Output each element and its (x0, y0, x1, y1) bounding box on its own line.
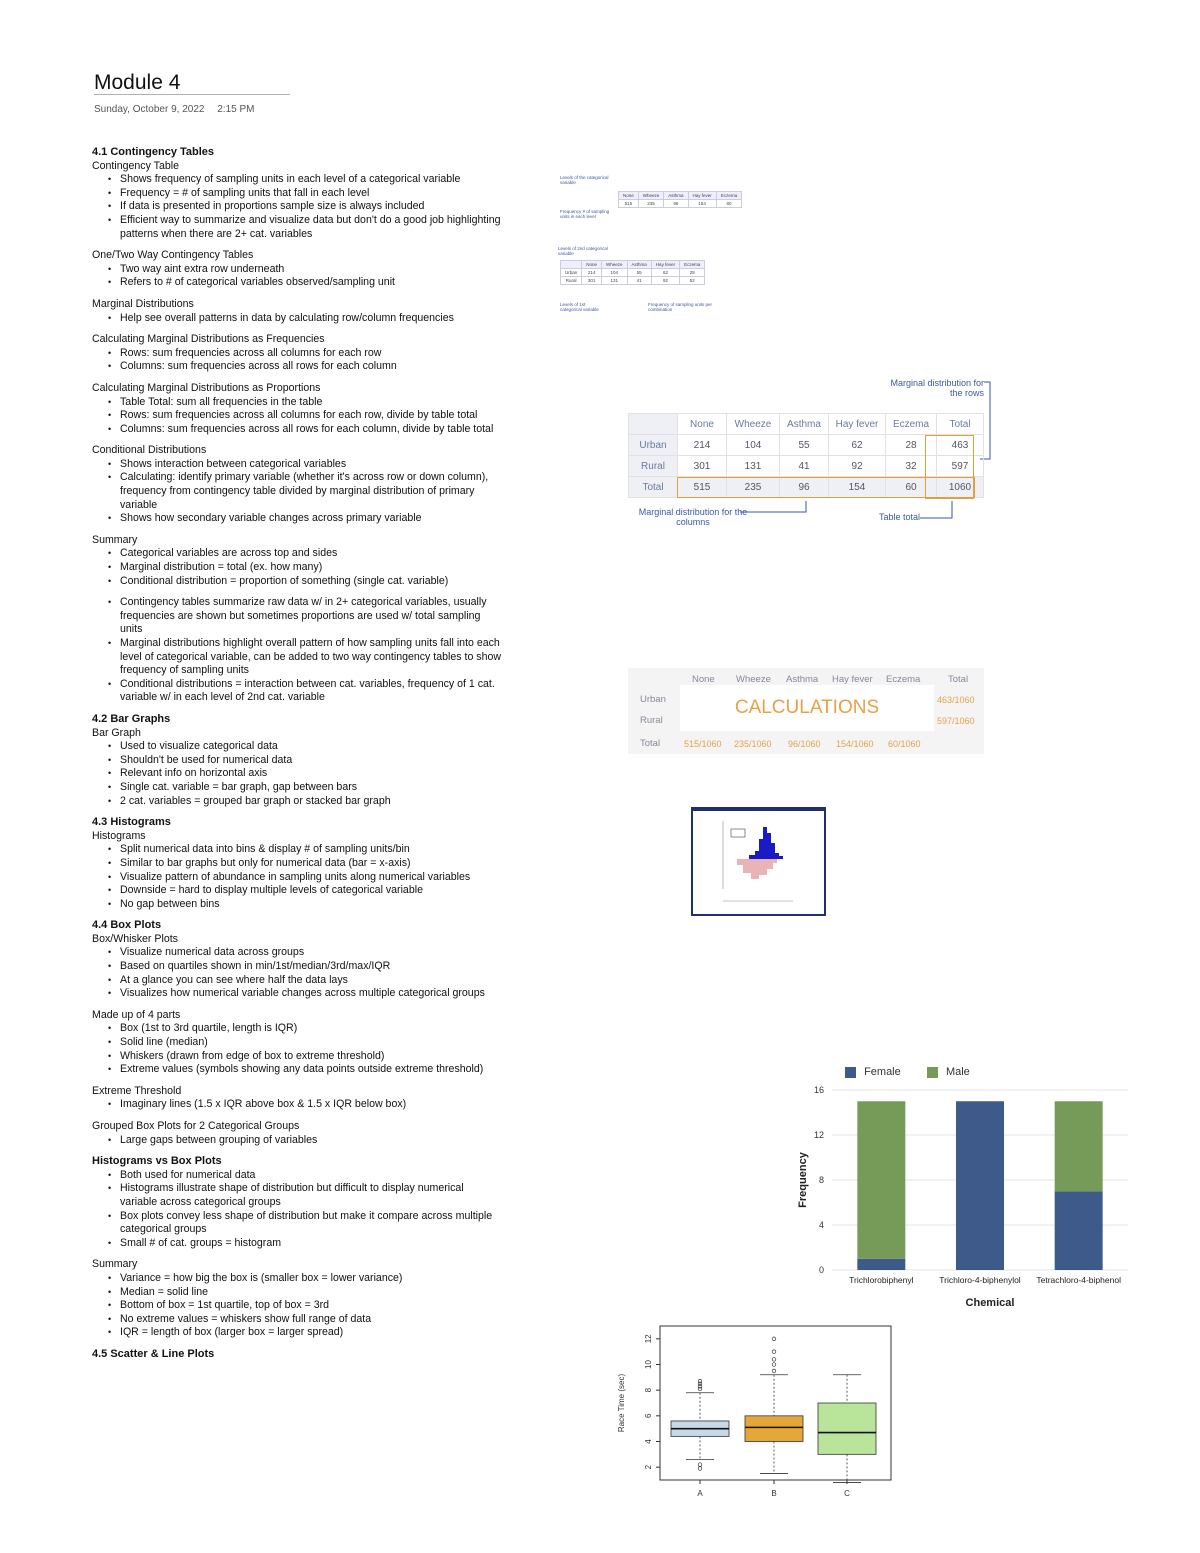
bullet-item: • Help see overall patterns in data by calculating row/column frequencies (120, 312, 502, 326)
table-cell: 55 (627, 269, 651, 277)
table-cell: 104 (727, 435, 780, 456)
section-heading: 4.3 Histograms (92, 816, 171, 829)
bullet-item: • Categorical variables are across top and sides (120, 547, 502, 561)
column-header: Wheeze (727, 414, 780, 435)
table-cell: 301 (678, 456, 727, 477)
table-cell: 80 (716, 200, 741, 208)
table-cell: 41 (780, 456, 829, 477)
bullet-list (92, 1272, 502, 1340)
page-title: Module 4 (94, 71, 181, 94)
y-tick-label: 8 (818, 1175, 824, 1185)
y-tick-label: 0 (818, 1265, 824, 1275)
annotation: Frequency # of sampling units in each level (560, 209, 610, 219)
bullet-item: • Both used for numerical data (120, 1169, 502, 1183)
bullet-item: • Single cat. variable = bar graph, gap between bars (120, 781, 502, 795)
page-date (94, 104, 264, 115)
topic-label: Calculating Marginal Distributions as Proportions (92, 381, 321, 394)
column-header: Asthma (780, 414, 829, 435)
column-header: Wheeze (736, 674, 771, 685)
y-tick-label: 6 (644, 1413, 653, 1419)
section-heading: 4.2 Bar Graphs (92, 712, 171, 725)
bullet-item: • Box plots convey less shape of distribution but make it compare across multiple categorical groups (120, 1210, 502, 1237)
bullet-list (92, 596, 502, 705)
x-tick-label: C (844, 1489, 850, 1498)
bullet-list (92, 843, 502, 911)
y-tick-label: 4 (644, 1439, 653, 1444)
column-header: Wheeze (602, 261, 628, 269)
annotation: Levels of 1st categorical variable (560, 302, 599, 312)
topic-label: Extreme Threshold (92, 1084, 182, 1097)
bullet-item: • Split numerical data into bins & display # of sampling units/bin (120, 843, 502, 857)
column-header: Asthma (664, 192, 688, 200)
annotation-rows: Marginal distribution for the rows (890, 378, 984, 398)
bullet-item: • Extreme values (symbols showing any data points outside extreme threshold) (120, 1063, 502, 1077)
table-cell: 41 (627, 277, 651, 285)
row-header: Urban (629, 435, 678, 456)
y-tick-label: 10 (644, 1360, 653, 1369)
bullet-item: • Marginal distributions highlight overall pattern of how sampling units fall into each level of categorical variable, can be added to two way contingency tables to show frequency of sampling units (120, 637, 502, 678)
column-total: 96/1060 (788, 739, 821, 749)
table-cell: 463 (937, 435, 984, 456)
table-cell: 131 (727, 456, 780, 477)
bullet-list (92, 1134, 502, 1148)
column-header: None (678, 414, 727, 435)
date-text: Sunday, October 9, 2022 (94, 104, 205, 115)
column-total: 60/1060 (888, 739, 921, 749)
table-cell: 154 (688, 200, 716, 208)
table-cell: 104 (602, 269, 628, 277)
outlier-point (772, 1350, 776, 1354)
column-header: Hay fever (688, 192, 716, 200)
table-cell: 515 (619, 200, 639, 208)
bullet-item: • Used to visualize categorical data (120, 740, 502, 754)
bullet-item: • Table Total: sum all frequencies in the table (120, 396, 502, 410)
bullet-list (92, 740, 502, 808)
bullet-item: • Imaginary lines (1.5 x IQR above box & 1.5 x IQR below box) (120, 1098, 502, 1112)
y-tick-label: 4 (818, 1220, 824, 1230)
time-text: 2:15 PM (217, 104, 255, 115)
section-heading: Histograms vs Box Plots (92, 1155, 222, 1168)
bullet-item: • Bottom of box = 1st quartile, top of box = 3rd (120, 1299, 502, 1313)
bullet-item: • Histograms illustrate shape of distribution but difficult to display numerical variable across categorical groups (120, 1182, 502, 1209)
box (745, 1416, 803, 1442)
table-cell: 1060 (937, 477, 984, 498)
legend-label-female: Female (864, 1066, 901, 1079)
column-header: Eczema (886, 414, 937, 435)
box (818, 1403, 876, 1454)
bullet-list (92, 263, 502, 290)
y-axis-label: Frequency (797, 1152, 809, 1208)
bullet-item: • Based on quartiles shown in min/1st/median/3rd/max/IQR (120, 960, 502, 974)
bullet-list (92, 458, 502, 526)
topic-label: Histograms (92, 829, 146, 842)
bullet-item: • Shows how secondary variable changes across primary variable (120, 512, 502, 526)
table-cell: 28 (680, 269, 705, 277)
annotation: Levels of the categorical variable (560, 175, 609, 185)
column-header: None (582, 261, 602, 269)
bullet-item: • Whiskers (drawn from edge of box to extreme threshold) (120, 1050, 502, 1064)
bullet-list (92, 1098, 502, 1112)
column-header: Hay fever (651, 261, 679, 269)
bullet-list (92, 1169, 502, 1251)
column-header: Asthma (627, 261, 651, 269)
bullet-list (92, 396, 502, 437)
topic-label: Made up of 4 parts (92, 1008, 181, 1021)
annotation: Frequency of sampling units per combination (648, 302, 713, 312)
column-header: None (619, 192, 639, 200)
bullet-item: • Visualize numerical data across groups (120, 946, 502, 960)
histogram-thumbnail (691, 807, 826, 916)
bullet-item: • Large gaps between grouping of variables (120, 1134, 502, 1148)
table-cell: 515 (678, 477, 727, 498)
legend-label-male: Male (945, 1066, 970, 1079)
bullet-item: • Median = solid line (120, 1286, 502, 1300)
table-cell: 235 (727, 477, 780, 498)
bar-female (956, 1101, 1004, 1270)
x-tick-label: Trichloro-4-biphenylol (939, 1275, 1021, 1285)
bullet-item: • Refers to # of categorical variables observed/sampling unit (120, 276, 502, 290)
column-header: Eczema (680, 261, 705, 269)
column-total: 235/1060 (734, 739, 772, 749)
one-way-table-figure (558, 175, 790, 230)
column-margin-highlight (677, 477, 975, 498)
table-cell: 32 (886, 456, 937, 477)
column-header: None (692, 674, 715, 685)
outlier-point (698, 1379, 702, 1383)
table-cell: 131 (602, 277, 628, 285)
bullet-item: • Frequency = # of sampling units that fall in each level (120, 187, 502, 201)
bullet-item: • Shouldn't be used for numerical data (120, 754, 502, 768)
one-way-table (618, 191, 742, 208)
table-cell: 92 (651, 277, 679, 285)
section-heading: 4.4 Box Plots (92, 919, 162, 932)
outlier-point (698, 1467, 702, 1471)
column-header: Hay fever (829, 414, 886, 435)
bullet-item: • IQR = length of box (larger box = larger spread) (120, 1326, 502, 1340)
table-cell: 214 (582, 269, 602, 277)
title-divider (94, 94, 290, 95)
bullet-item: • Marginal distribution = total (ex. how many) (120, 561, 502, 575)
table-cell: 235 (638, 200, 664, 208)
column-total: 154/1060 (836, 739, 874, 749)
table-cell: 52 (680, 277, 705, 285)
row-label: Total (640, 738, 661, 749)
column-total: 515/1060 (684, 739, 722, 749)
bullet-item: • Calculating: identify primary variable (whether it's across row or down column), frequency from contingency table divided by marginal distribution of primary variable (120, 471, 502, 512)
bullet-item: • Variance = how big the box is (smaller box = lower variance) (120, 1272, 502, 1286)
bullet-item: • Downside = hard to display multiple levels of categorical variable (120, 884, 502, 898)
bullet-item: • Solid line (median) (120, 1036, 502, 1050)
bullet-item: • Shows frequency of sampling units in each level of a categorical variable (120, 173, 502, 187)
outlier-point (772, 1369, 776, 1373)
table-cell: 597 (937, 456, 984, 477)
contingency-table-figure (628, 378, 998, 530)
table-cell: 92 (829, 456, 886, 477)
outlier-point (698, 1463, 702, 1467)
row-label: Rural (640, 715, 663, 726)
y-tick-label: 12 (813, 1130, 824, 1140)
bullet-list (92, 946, 502, 1000)
bullet-item: • 2 cat. variables = grouped bar graph or stacked bar graph (120, 795, 502, 809)
topic-label: Calculating Marginal Distributions as Frequencies (92, 333, 325, 346)
two-way-table (560, 260, 705, 285)
box-plot-chart (615, 1318, 905, 1508)
y-tick-label: 16 (813, 1085, 824, 1095)
stacked-bar-chart (790, 1060, 1140, 1315)
bullet-item: • Conditional distributions = interaction between cat. variables, frequency of 1 cat. variable w/ in each level of 2nd cat. variable (120, 678, 502, 705)
x-tick-label: Trichlorobiphenyl (849, 1275, 914, 1285)
column-header: Total (937, 414, 984, 435)
table-cell: 96 (664, 200, 688, 208)
row-header: Rural (629, 456, 678, 477)
row-label: Urban (640, 694, 666, 705)
bar-female (1055, 1191, 1103, 1270)
notes-body (92, 146, 502, 1362)
bar-male (857, 1101, 905, 1259)
bar-female (857, 1259, 905, 1270)
section-heading: 4.5 Scatter & Line Plots (92, 1347, 215, 1360)
topic-label: One/Two Way Contingency Tables (92, 249, 254, 262)
two-way-table-figure (550, 246, 730, 318)
column-header: Wheeze (638, 192, 664, 200)
table-cell: 62 (829, 435, 886, 456)
x-tick-label: A (697, 1489, 703, 1498)
row-total: 597/1060 (937, 716, 975, 726)
bullet-item: • Conditional distribution = proportion of something (single cat. variable) (120, 575, 502, 589)
column-header: Hay fever (832, 674, 873, 685)
bullet-item: • No extreme values = whiskers show full range of data (120, 1313, 502, 1327)
table-row (561, 277, 705, 285)
y-tick-label: 2 (644, 1464, 653, 1470)
bullet-item: • Relevant info on horizontal axis (120, 767, 502, 781)
topic-label: Contingency Table (92, 159, 179, 172)
column-header: Asthma (786, 674, 819, 685)
outlier-point (772, 1337, 776, 1341)
bullet-item: • Small # of cat. groups = histogram (120, 1237, 502, 1251)
bullet-item: • No gap between bins (120, 898, 502, 912)
annotation-columns: Marginal distribution for the columns (638, 507, 748, 527)
column-header: Total (948, 674, 969, 685)
section-heading: 4.1 Contingency Tables (92, 146, 215, 158)
y-tick-label: 12 (644, 1334, 653, 1344)
bullet-item: • Visualize pattern of abundance in sampling units along numerical variables (120, 871, 502, 885)
bullet-item: • Rows: sum frequencies across all columns for each row (120, 347, 502, 361)
table-row (561, 269, 705, 277)
calculations-label: CALCULATIONS (680, 685, 934, 731)
outlier-point (772, 1358, 776, 1362)
bullet-item: • Box (1st to 3rd quartile, length is IQR) (120, 1022, 502, 1036)
row-total: 463/1060 (937, 695, 975, 705)
x-tick-label: B (771, 1489, 777, 1498)
table-cell: 301 (582, 277, 602, 285)
bullet-item: • Efficient way to summarize and visualize data but don't do a good job highlighting patterns when there are 2+ cat. variables (120, 214, 502, 241)
y-axis-label: Race Time (sec) (617, 1373, 626, 1433)
bullet-item: • Similar to bar graphs but only for numerical data (bar = x-axis) (120, 857, 502, 871)
bullet-item: • Visualizes how numerical variable changes across multiple categorical groups (120, 987, 502, 1001)
bullet-item: • Two way aint extra row underneath (120, 263, 502, 277)
bullet-item: • If data is presented in proportions sample size is always included (120, 200, 502, 214)
table-cell: 154 (829, 477, 886, 498)
bullet-list (92, 547, 502, 588)
x-tick-label: Tetrachloro-4-biphenol (1036, 1275, 1121, 1285)
y-tick-label: 8 (644, 1387, 653, 1393)
bullet-item: • Columns: sum frequencies across all rows for each column, divide by table total (120, 423, 502, 437)
topic-label: Conditional Distributions (92, 444, 207, 457)
column-header: Eczema (716, 192, 741, 200)
bullet-item: • Contingency tables summarize raw data w/ in 2+ categorical variables, usually frequencies are shown but sometimes proportions are used w/ total sampling units (120, 596, 502, 637)
bullet-list (92, 312, 502, 326)
bullet-item: • At a glance you can see where half the data lays (120, 974, 502, 988)
topic-label: Grouped Box Plots for 2 Categorical Groups (92, 1120, 300, 1132)
bar-male (1055, 1101, 1103, 1191)
bullet-item: • Rows: sum frequencies across all columns for each row, divide by table total (120, 409, 502, 423)
calculations-figure (628, 668, 984, 754)
bullet-list (92, 347, 502, 374)
topic-label: Box/Whisker Plots (92, 932, 178, 945)
outlier-point (772, 1363, 776, 1367)
table-cell: 55 (780, 435, 829, 456)
bullet-item: • Shows interaction between categorical variables (120, 458, 502, 472)
bullet-list (92, 173, 502, 241)
topic-label: Summary (92, 1258, 138, 1271)
annotation: Levels of 2nd categorical variable (558, 246, 608, 256)
topic-label: Bar Graph (92, 726, 141, 739)
table-cell: 62 (651, 269, 679, 277)
bullet-list (92, 1022, 502, 1076)
column-header: Eczema (886, 674, 921, 685)
topic-label: Summary (92, 533, 138, 546)
table-cell: 96 (780, 477, 829, 498)
row-header: Total (629, 477, 678, 498)
table-cell: 214 (678, 435, 727, 456)
row-header: Urban (561, 269, 582, 277)
bullet-item: • Columns: sum frequencies across all rows for each column (120, 360, 502, 374)
row-header: Rural (561, 277, 582, 285)
table-cell: 28 (886, 435, 937, 456)
histogram-image (693, 811, 824, 914)
topic-label: Marginal Distributions (92, 297, 194, 310)
annotation-total: Table total (878, 512, 920, 522)
table-cell: 60 (886, 477, 937, 498)
x-axis-label: Chemical (965, 1297, 1015, 1309)
